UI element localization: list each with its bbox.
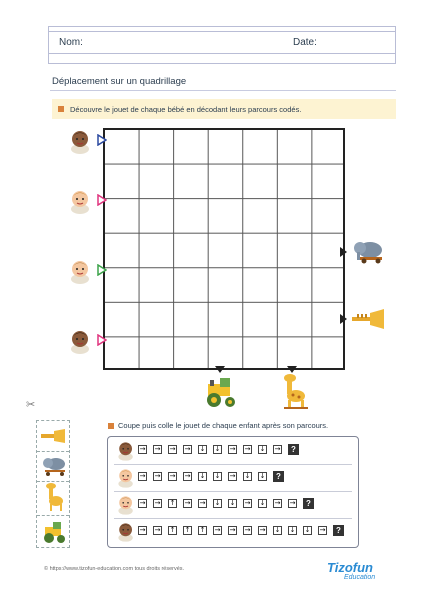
cut-line	[37, 451, 69, 452]
instruction-banner	[52, 99, 396, 119]
direction-code: ↓	[214, 472, 221, 480]
unknown-toy-slot[interactable]: ?	[303, 498, 314, 509]
baby-thumbnail	[116, 440, 135, 465]
direction-code: ↓	[289, 526, 296, 534]
direction-code: ↓	[214, 499, 221, 507]
direction-code: →	[139, 472, 146, 480]
page-title: Déplacement sur un quadrillage	[52, 76, 187, 87]
start-marker-icon	[97, 334, 107, 346]
baby-portrait	[68, 258, 92, 284]
direction-code: →	[139, 499, 146, 507]
baby-1-icon	[68, 128, 92, 154]
direction-code: →	[229, 526, 236, 534]
direction-code: →	[184, 472, 191, 480]
direction-code: →	[229, 445, 236, 453]
baby-portrait	[68, 188, 92, 214]
brand-logo: Tizofun	[327, 560, 373, 575]
direction-code: →	[229, 472, 236, 480]
bullet-icon	[108, 423, 114, 429]
start-marker-icon	[97, 194, 107, 206]
baby-1-icon	[116, 440, 135, 461]
title-divider	[50, 90, 396, 91]
direction-code: ↓	[199, 445, 206, 453]
direction-code: →	[139, 526, 146, 534]
cut-out-strip	[36, 420, 70, 548]
direction-code: →	[154, 445, 161, 453]
direction-code: ↑	[169, 526, 176, 534]
baby-2-icon	[68, 188, 92, 214]
baby-portrait	[68, 128, 92, 154]
direction-code: ↓	[274, 526, 281, 534]
direction-code: →	[169, 445, 176, 453]
baby-portrait	[68, 328, 92, 354]
giraffe-icon[interactable]	[43, 483, 65, 513]
direction-code: ↑	[184, 526, 191, 534]
baby-4-icon	[116, 521, 135, 542]
direction-code: →	[244, 526, 251, 534]
direction-code: ↓	[304, 526, 311, 534]
direction-code: →	[184, 499, 191, 507]
cut-instruction-text: Coupe puis colle le jouet de chaque enfant après son parcours.	[118, 421, 329, 430]
trumpet-icon	[340, 309, 386, 329]
code-row	[108, 491, 358, 518]
scissors-icon: ✂	[26, 399, 36, 411]
instruction-text: Découvre le jouet de chaque bébé en décodant leurs parcours codés.	[70, 105, 302, 114]
direction-code: ↓	[229, 499, 236, 507]
direction-code: ↑	[169, 499, 176, 507]
direction-code: ↑	[199, 526, 206, 534]
baby-thumbnail	[116, 467, 135, 492]
elephant-icon[interactable]	[40, 455, 68, 477]
direction-code: →	[154, 499, 161, 507]
direction-code: →	[319, 526, 326, 534]
direction-code: ↓	[199, 472, 206, 480]
baby-thumbnail	[116, 494, 135, 519]
date-label: Date:	[293, 37, 317, 48]
direction-code: →	[289, 499, 296, 507]
brand-sub: Education	[344, 574, 376, 581]
direction-code: →	[244, 445, 251, 453]
copyright-footer: © https://www.tizofun-education.com tous droits réservés.	[44, 566, 185, 572]
elephant-icon	[340, 240, 388, 264]
movement-grid	[103, 128, 345, 370]
baby-3-icon	[68, 258, 92, 284]
start-marker-icon	[97, 264, 107, 276]
direction-code: ↓	[244, 472, 251, 480]
header-line-bottom	[49, 53, 395, 54]
baby-2-icon	[116, 467, 135, 488]
start-marker-icon	[97, 134, 107, 146]
direction-code: →	[274, 445, 281, 453]
header-line-top	[49, 31, 395, 32]
direction-code: →	[154, 526, 161, 534]
direction-code: ↓	[214, 445, 221, 453]
direction-code: ↓	[259, 472, 266, 480]
direction-code: →	[169, 472, 176, 480]
direction-code: →	[199, 499, 206, 507]
unknown-toy-slot[interactable]: ?	[273, 471, 284, 482]
direction-code: ↓	[259, 445, 266, 453]
direction-code: ↓	[259, 499, 266, 507]
baby-thumbnail	[116, 521, 135, 546]
code-row	[108, 437, 358, 464]
codes-panel	[107, 436, 359, 548]
name-label: Nom:	[59, 37, 83, 48]
cut-line	[37, 481, 69, 482]
code-row	[108, 518, 358, 545]
direction-code: →	[244, 499, 251, 507]
trumpet-icon[interactable]	[39, 429, 67, 443]
code-row	[108, 464, 358, 491]
direction-code: →	[139, 445, 146, 453]
direction-code: →	[214, 526, 221, 534]
direction-code: →	[184, 445, 191, 453]
bullet-icon	[58, 106, 64, 112]
direction-code: →	[259, 526, 266, 534]
giraffe-icon	[276, 366, 310, 412]
unknown-toy-slot[interactable]: ?	[288, 444, 299, 455]
baby-3-icon	[116, 494, 135, 515]
direction-code: →	[154, 472, 161, 480]
tractor-icon	[200, 366, 240, 410]
baby-4-icon	[68, 328, 92, 354]
tractor-icon[interactable]	[41, 519, 67, 545]
unknown-toy-slot[interactable]: ?	[333, 525, 344, 536]
cut-line	[37, 515, 69, 516]
name-date-box	[48, 26, 396, 64]
direction-code: →	[274, 499, 281, 507]
